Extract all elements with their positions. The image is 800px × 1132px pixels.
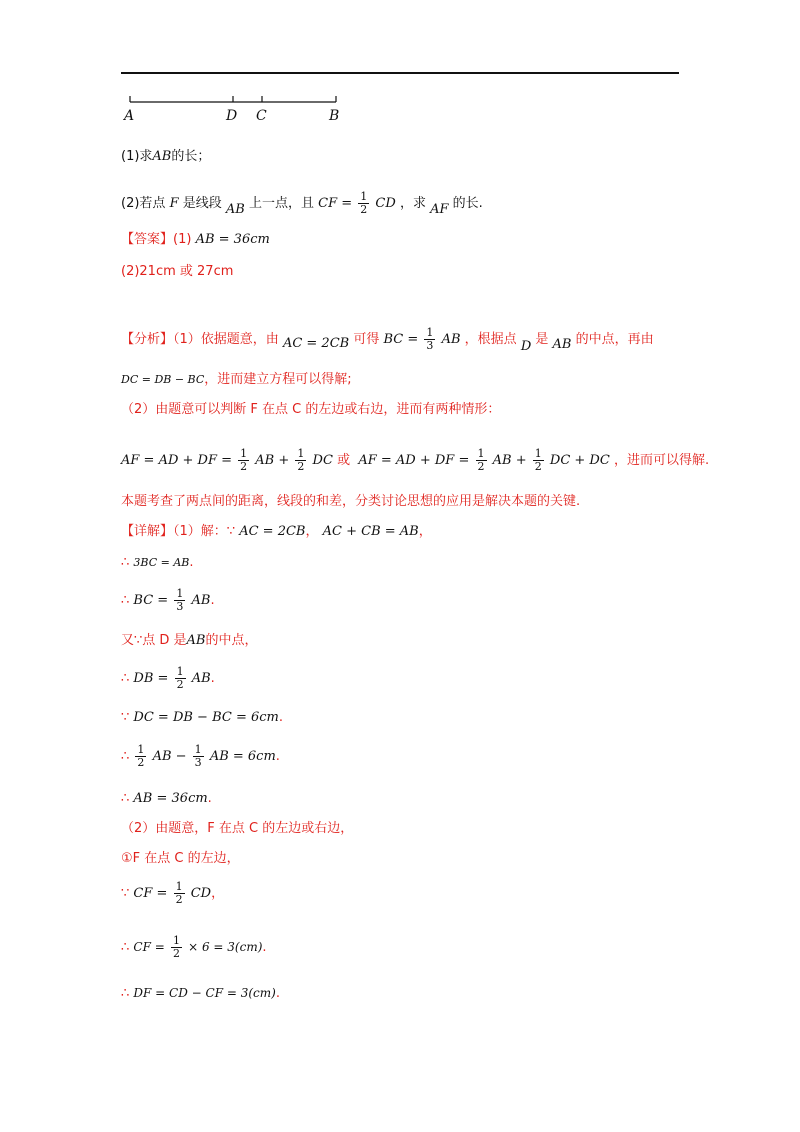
detail-l7-d1: 2 (137, 756, 145, 769)
detail-l12-fraction (171, 935, 182, 960)
point-label-b: B (329, 108, 340, 124)
detail-l2-math: 3BC = AB (133, 556, 190, 569)
detail-l13-math: DF = CD − CF = 3(cm) (133, 986, 276, 1000)
detail-l6-math: DC = DB − BC = 6cm (133, 710, 279, 725)
detail-l1-m2: AC + CB = AB (322, 524, 419, 539)
point-label-d: D (226, 108, 238, 124)
detail-l12-sym: ∴ (121, 940, 130, 955)
analysis-l1-b: 可得 (353, 332, 380, 347)
detail-line-12 (121, 932, 267, 963)
analysis-l4-or: 或 (337, 453, 351, 468)
detail-l3-math2: AB (191, 593, 211, 608)
analysis-line-1 (121, 326, 654, 354)
detail-l3-num: 1 (176, 587, 184, 600)
detail-l11-math2: CD (190, 886, 212, 901)
detail-l12-num: 1 (172, 934, 180, 947)
analysis-label: 【分析】 (121, 332, 174, 347)
detail-l12-math2: × 6 = 3(cm) (188, 940, 263, 954)
analysis-l4-frac3-den: 2 (477, 460, 485, 473)
analysis-l4-m1: AF = AD + DF = (121, 453, 233, 468)
question-1 (121, 148, 210, 166)
detail-line-5 (121, 664, 215, 694)
analysis-l4-frac3-num: 1 (477, 447, 485, 460)
point-label-c: C (256, 108, 267, 124)
detail-l7-m2: AB = 6cm (209, 749, 276, 764)
detail-line-11 (121, 879, 224, 909)
analysis-line-3: （2）由题意可以判断 F 在点 C 的左边或右边，进而有两种情形： (121, 402, 501, 417)
detail-line-13 (121, 984, 280, 1003)
analysis-l4-m5: AB + (492, 453, 527, 468)
analysis-l4-frac2-num: 1 (297, 447, 305, 460)
q2-cf-eq: CF = (318, 196, 353, 211)
analysis-l4-frac1-den: 2 (240, 460, 248, 473)
detail-l7-m1: AB − (152, 749, 187, 764)
detail-l3-math1: BC = (133, 593, 169, 608)
detail-l13-sym: ∴ (121, 986, 130, 1001)
analysis-line-4 (121, 446, 709, 476)
detail-l11-den: 2 (175, 893, 183, 906)
detail-l5-end: . (210, 671, 215, 686)
detail-l11-num: 1 (175, 880, 183, 893)
detail-l12-den: 2 (172, 947, 180, 960)
detail-l3-fraction (174, 588, 185, 613)
detail-l3-end: . (210, 593, 215, 608)
analysis-l1-den: 3 (426, 339, 434, 352)
detail-l7-n1: 1 (137, 743, 145, 756)
analysis-line-5: 本题考查了两点间的距离，线段的和差，分类讨论思想的应用是解决本题的关键. (121, 494, 581, 509)
detail-l4-b: 的中点， (205, 633, 258, 648)
analysis-l1-c: ，根据点 (464, 332, 517, 347)
answer-part1-prefix: (1) (173, 232, 192, 247)
detail-line-3 (121, 586, 215, 616)
analysis-l1-e: 是 (535, 332, 549, 347)
detail-l3-den: 3 (176, 600, 184, 613)
detail-l7-n2: 1 (194, 743, 202, 756)
analysis-l1-num: 1 (426, 326, 434, 339)
analysis-l4-frac1-num: 1 (240, 447, 248, 460)
q1-prefix: (1)求 (121, 149, 153, 164)
detail-l3-sym: ∴ (121, 593, 130, 608)
analysis-l4-m4: AF = AD + DF = (358, 453, 470, 468)
analysis-l1-m2: BC = (383, 332, 419, 347)
detail-label: 【详解】 (121, 524, 174, 539)
detail-l7-frac1 (135, 744, 146, 769)
answer-part1-math: AB = 36cm (195, 232, 270, 247)
detail-line-1 (121, 523, 432, 541)
detail-l2-sym: ∴ (121, 555, 130, 570)
detail-l13-end: . (275, 986, 280, 1001)
detail-l5-sym: ∴ (121, 671, 130, 686)
q2-mid3: ，求 (399, 196, 426, 211)
detail-l7-d2: 3 (194, 756, 202, 769)
detail-line-2 (121, 554, 194, 572)
detail-l1-a: （1）解：∵ (173, 524, 236, 539)
detail-l6-sym: ∵ (121, 710, 130, 725)
q1-ab: AB (152, 149, 172, 164)
analysis-l4-frac2-den: 2 (297, 460, 305, 473)
analysis-l4-m6: DC + DC (549, 453, 610, 468)
detail-l8-math: AB = 36cm (133, 791, 208, 806)
analysis-l1-f: 的中点，再由 (575, 332, 654, 347)
q1-suffix: 的长； (171, 149, 211, 164)
detail-line-4 (121, 632, 258, 650)
analysis-l1-d: D (520, 339, 532, 354)
analysis-l4-frac4 (533, 448, 544, 473)
q2-den: 2 (360, 203, 368, 216)
answer-line-2: (2)21cm 或 27cm (121, 264, 234, 279)
analysis-l4-m2: AB + (255, 453, 290, 468)
analysis-l1-m1: AC = 2CB (282, 336, 350, 351)
header-rule (121, 72, 679, 74)
analysis-l2-math: DC = DB − BC (121, 373, 205, 386)
detail-l4-ab: AB (186, 633, 206, 648)
analysis-l1-a: （1）依据题意，由 (173, 332, 279, 347)
detail-l5-den: 2 (176, 678, 184, 691)
detail-l1-m1: AC = 2CB (239, 524, 306, 539)
detail-l6-end: . (278, 710, 283, 725)
detail-l4-a: 又∵点 D 是 (121, 633, 187, 648)
analysis-l4-frac2 (295, 448, 306, 473)
detail-l11-sym: ∵ (121, 886, 130, 901)
detail-l5-fraction (175, 666, 186, 691)
detail-line-10: ①F 在点 C 的左边， (121, 851, 240, 866)
detail-l1-c: ， (418, 524, 432, 539)
q2-mid1: 是线段 (182, 196, 222, 211)
analysis-l4-end: ，进而可以得解. (613, 453, 710, 468)
analysis-l4-frac4-num: 1 (534, 447, 542, 460)
point-label-a: A (124, 108, 135, 124)
detail-line-6 (121, 709, 283, 727)
q2-mid2: 上一点，且 (248, 196, 314, 211)
analysis-l4-frac3 (476, 448, 487, 473)
q2-prefix: (2)若点 (121, 196, 166, 211)
segment-diagram (120, 92, 360, 126)
detail-l12-math1: CF = (133, 940, 165, 954)
detail-l5-math1: DB = (133, 671, 169, 686)
analysis-l1-m3: AB (441, 332, 461, 347)
q2-ab: AB (225, 202, 245, 217)
detail-l8-end: . (207, 791, 212, 806)
detail-l5-math2: AB (191, 671, 211, 686)
detail-line-8 (121, 790, 212, 808)
detail-line-9: （2）由题意，F 在点 C 的左边或右边， (121, 821, 354, 836)
analysis-l2-text: ，进而建立方程可以得解; (204, 372, 352, 387)
analysis-l4-m3: DC (312, 453, 333, 468)
q2-fraction (358, 191, 369, 216)
analysis-l4-frac4-den: 2 (534, 460, 542, 473)
answer-line-1 (121, 231, 270, 249)
detail-l8-sym: ∴ (121, 791, 130, 806)
detail-line-7 (121, 742, 280, 772)
analysis-l1-ab: AB (552, 337, 572, 352)
detail-l7-frac2 (193, 744, 204, 769)
q2-f: F (169, 196, 179, 211)
detail-l1-b: ， (305, 524, 319, 539)
answer-label: 【答案】 (121, 232, 174, 247)
detail-l2-end: . (189, 555, 194, 570)
detail-l7-end: . (275, 749, 280, 764)
question-2 (121, 190, 483, 218)
q2-af: AF (430, 202, 449, 217)
detail-l11-end: ， (211, 886, 225, 901)
detail-l11-fraction (174, 881, 185, 906)
analysis-line-2 (121, 371, 352, 389)
analysis-l4-frac1 (238, 448, 249, 473)
q2-cd: CD (375, 196, 396, 211)
detail-l11-math1: CF = (133, 886, 168, 901)
detail-l7-sym: ∴ (121, 749, 130, 764)
detail-l5-num: 1 (176, 665, 184, 678)
analysis-l1-fraction (424, 327, 435, 352)
q2-num: 1 (360, 190, 368, 203)
detail-l12-end: . (262, 940, 267, 955)
q2-suffix: 的长. (452, 196, 483, 211)
